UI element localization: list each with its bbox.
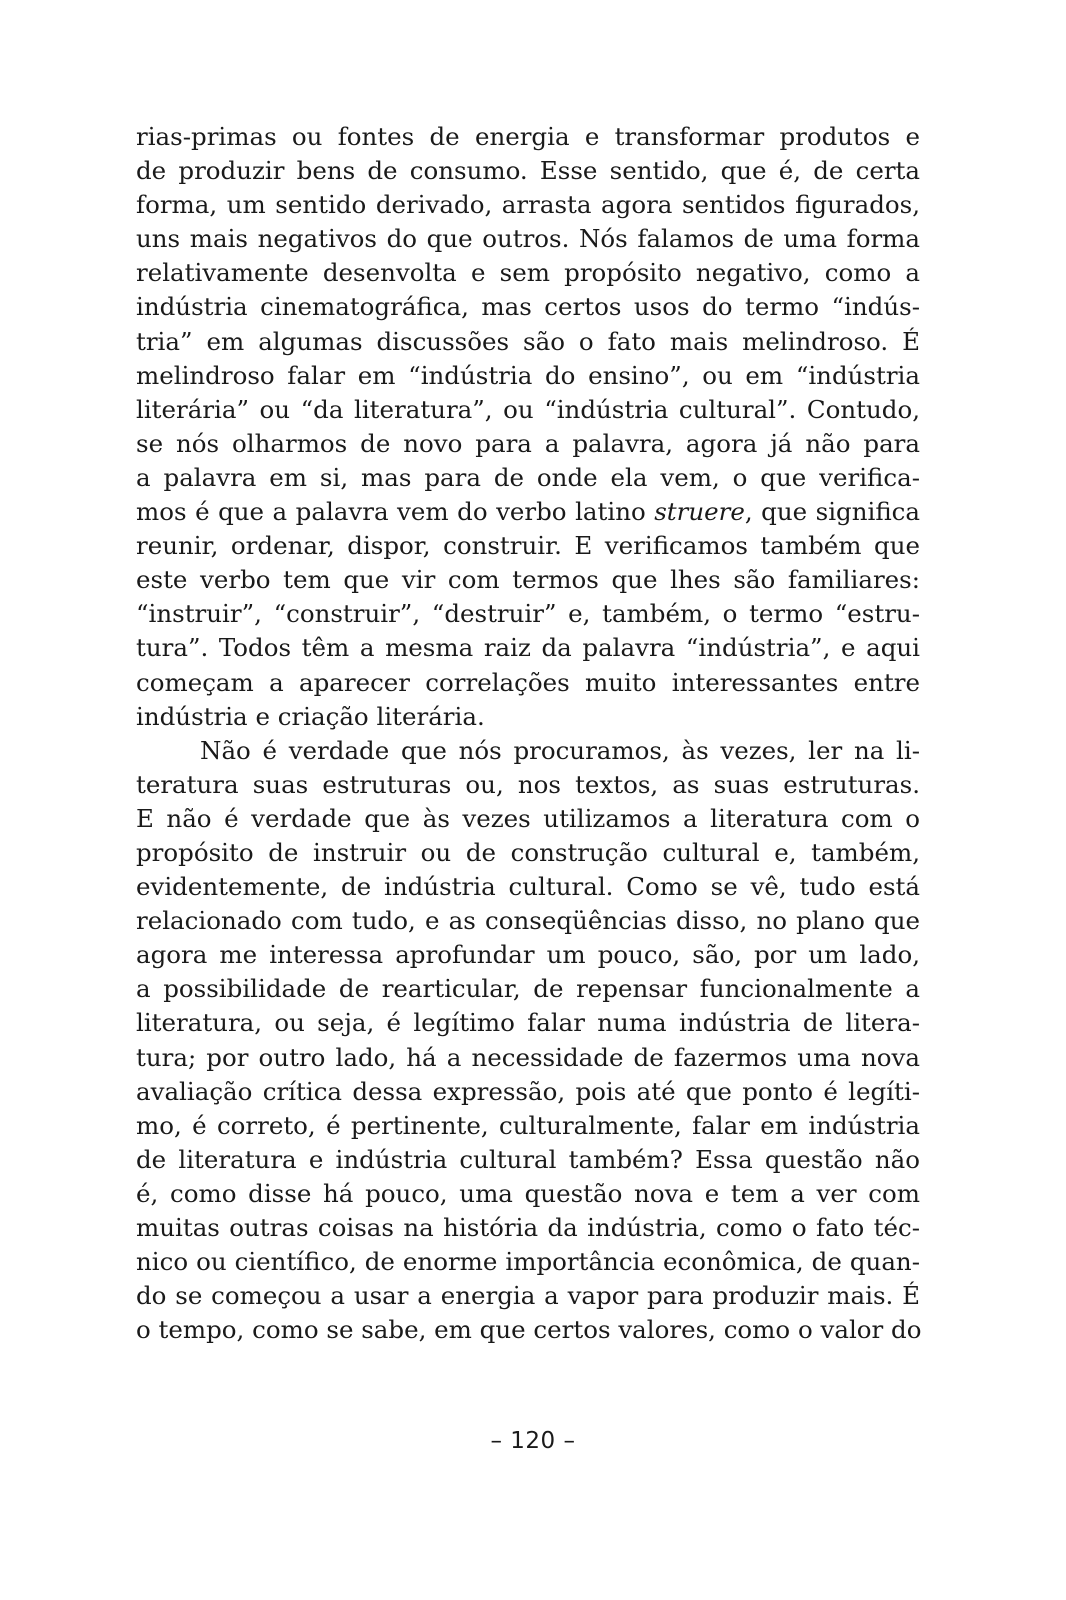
text-line: a possibilidade de rearticular, de repensar funcionalmente a [136, 974, 920, 1004]
page-number: – 120 – [490, 1428, 576, 1454]
text-line: agora me interessa aprofundar um pouco, são, por um lado, [136, 940, 920, 970]
text-line: este verbo tem que vir com termos que lhes são familiares: [136, 565, 920, 595]
text-line: a palavra em si, mas para de onde ela vem, o que verifica- [136, 462, 920, 492]
text-line: do se começou a usar a energia a vapor para produzir mais. É [136, 1281, 920, 1311]
text-line: é, como disse há pouco, uma questão nova e tem a ver com [136, 1178, 920, 1208]
text-line: E não é verdade que às vezes utilizamos a literatura com o [136, 803, 920, 833]
paragraph [136, 734, 920, 1348]
text-line: o tempo, como se sabe, em que certos valores, como o valor do [136, 1315, 922, 1345]
text-line: muitas outras coisas na história da indústria, como o fato téc- [136, 1213, 920, 1242]
text-line: literária” ou “da literatura”, ou “indústria cultural”. Contudo, [136, 394, 920, 424]
text-line-struere [136, 495, 920, 529]
text-line: “instruir”, “construir”, “destruir” e, também, o termo “estru- [136, 599, 920, 629]
text-line: tura; por outro lado, há a necessidade de fazermos uma nova [136, 1042, 920, 1072]
text-fragment: , que significa [744, 497, 921, 527]
text-line: tura”. Todos têm a mesma raiz da palavra “indústria”, e aqui [136, 633, 920, 663]
text-line: Não é verdade que nós procuramos, às vezes, ler na li- [200, 735, 920, 765]
text-line: de literatura e indústria cultural também? Essa questão não [136, 1144, 920, 1174]
text-line: relacionado com tudo, e as conseqüências disso, no plano que [136, 906, 920, 936]
text-line: tria” em algumas discussões são o fato mais melindroso. É [136, 326, 920, 356]
latin-term: struere [654, 497, 745, 527]
text-line: teratura suas estruturas ou, nos textos, as suas estruturas. [136, 769, 920, 799]
text-line: de produzir bens de consumo. Esse sentido, que é, de certa [136, 156, 920, 186]
text-line: forma, um sentido derivado, arrasta agora sentidos figurados, [136, 190, 920, 220]
text-line: indústria cinematográfica, mas certos usos do termo “indús- [136, 292, 920, 322]
paragraph [136, 120, 920, 734]
text-line: rias-primas ou fontes de energia e transformar produtos e [136, 122, 920, 151]
text-line: avaliação crítica dessa expressão, pois até que ponto é legíti- [136, 1076, 920, 1106]
text-line: propósito de instruir ou de construção cultural e, também, [136, 837, 920, 867]
text-line: evidentemente, de indústria cultural. Como se vê, tudo está [136, 872, 920, 902]
text-line: nico ou científico, de enorme importância econômica, de quan- [136, 1247, 920, 1277]
text-line: relativamente desenvolta e sem propósito negativo, como a [136, 258, 920, 288]
body-text [136, 120, 920, 1347]
text-line: se nós olharmos de novo para a palavra, agora já não para [136, 428, 920, 458]
text-line: literatura, ou seja, é legítimo falar numa indústria de litera- [136, 1008, 920, 1038]
text-fragment: mos é que a palavra vem do verbo latino [136, 497, 655, 527]
text-line: uns mais negativos do que outros. Nós falamos de uma forma [136, 224, 920, 254]
text-line: começam a aparecer correlações muito interessantes entre [136, 667, 920, 697]
text-line: melindroso falar em “indústria do ensino”, ou em “indústria [136, 360, 920, 390]
text-line: indústria e criação literária. [136, 701, 485, 731]
text-line: reunir, ordenar, dispor, construir. E verificamos também que [136, 531, 920, 561]
text-line: mo, é correto, é pertinente, culturalmente, falar em indústria [136, 1110, 920, 1140]
